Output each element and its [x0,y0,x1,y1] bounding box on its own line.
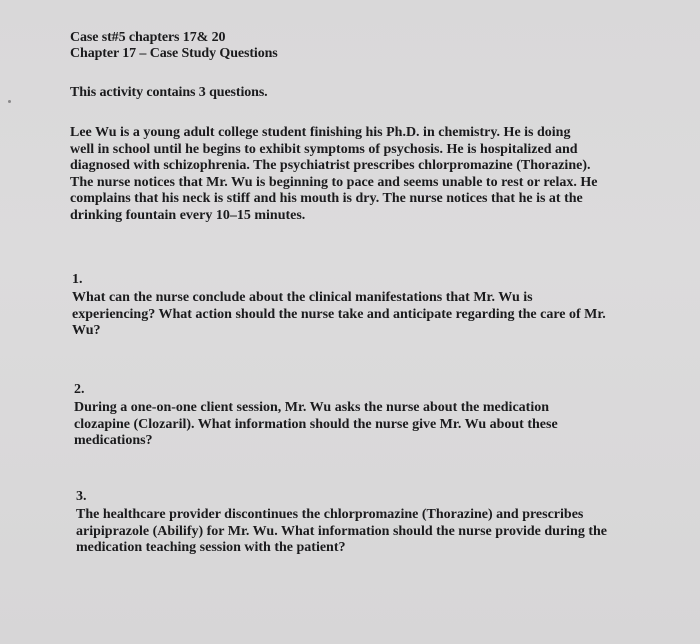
question-2-number: 2. [74,382,85,397]
case-title: Case st#5 chapters 17& 20 [70,30,226,45]
question-1-text [72,290,606,340]
question-line: Wu? [72,323,101,339]
case-study-line: drinking fountain every 10–15 minutes. [70,207,306,223]
question-line: clozapine (Clozaril). What information should the nurse give Mr. Wu about these [74,416,558,432]
question-2-text [74,400,558,450]
question-line: The healthcare provider discontinues the chlorpromazine (Thorazine) and prescribes [76,507,584,522]
question-line: aripiprazole (Abilify) for Mr. Wu. What information should the nurse provide during the [76,523,608,539]
chapter-title: Chapter 17 – Case Study Questions [70,46,278,61]
question-line: What can the nurse conclude about the clinical manifestations that Mr. Wu is [72,290,533,305]
activity-intro: This activity contains 3 questions. [70,85,268,100]
case-study-line: The nurse notices that Mr. Wu is beginning to pace and seems unable to rest or relax. He [70,174,598,190]
question-line: medication teaching session with the patient? [76,540,346,556]
case-study-paragraph [70,125,597,225]
case-study-line: Lee Wu is a young adult college student finishing his Ph.D. in chemistry. He is doing [70,125,571,140]
question-line: experiencing? What action should the nurse take and anticipate regarding the care of Mr. [72,306,606,322]
question-3-text [76,507,607,557]
question-1-number: 1. [72,272,83,287]
paper-speck [8,100,11,103]
question-line: medications? [74,433,153,449]
case-study-line: complains that his neck is stiff and his mouth is dry. The nurse notices that he is at the [70,191,583,207]
case-study-line: diagnosed with schizophrenia. The psychiatrist prescribes chlorpromazine (Thorazine). [70,158,591,174]
question-3-number: 3. [76,489,87,504]
case-study-line: well in school until he begins to exhibit symptoms of psychosis. He is hospitalized and [70,141,578,157]
question-line: During a one-on-one client session, Mr. Wu asks the nurse about the medication [74,400,550,415]
